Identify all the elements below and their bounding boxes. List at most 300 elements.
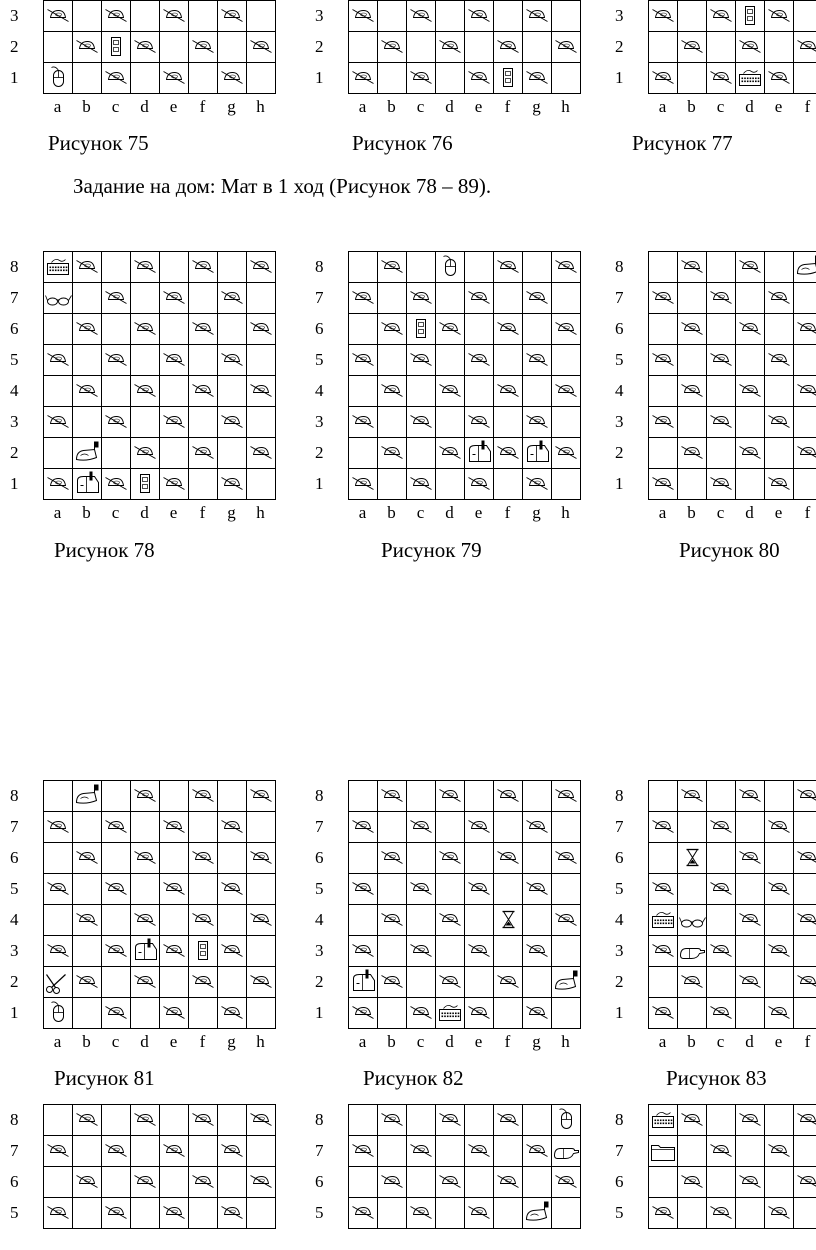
board-square	[494, 936, 523, 967]
board-square	[407, 843, 436, 874]
rank-label: 1	[10, 1003, 19, 1022]
board-square	[160, 1167, 189, 1198]
board-square	[765, 1, 794, 32]
board-square	[102, 438, 131, 469]
rank-label: 1	[10, 68, 19, 87]
board-square	[218, 252, 247, 283]
board-square	[552, 905, 581, 936]
rank-label: 2	[315, 37, 324, 56]
board-square	[44, 314, 73, 345]
board-square	[436, 469, 465, 500]
board-square	[44, 1105, 73, 1136]
board-square	[494, 345, 523, 376]
board-square	[73, 1167, 102, 1198]
board-square	[707, 781, 736, 812]
file-label: e	[169, 97, 178, 116]
board-square	[552, 345, 581, 376]
board-square	[494, 1198, 523, 1229]
board-square	[523, 438, 552, 469]
file-label: g	[532, 503, 541, 522]
board-square	[102, 1136, 131, 1167]
board-square	[707, 469, 736, 500]
board-square	[160, 469, 189, 500]
rank-label: 6	[315, 848, 324, 867]
rank-label: 2	[615, 972, 624, 991]
board-square	[247, 905, 276, 936]
board-square	[102, 936, 131, 967]
board-square	[247, 1105, 276, 1136]
board-square	[736, 32, 765, 63]
board-square	[407, 874, 436, 905]
board-square	[678, 1, 707, 32]
board-square	[247, 874, 276, 905]
file-label: f	[504, 97, 511, 116]
rank-label: 2	[615, 37, 624, 56]
board-square	[523, 283, 552, 314]
board-square	[131, 438, 160, 469]
file-label: f	[199, 97, 206, 116]
file-label: a	[53, 1032, 62, 1051]
board-square	[465, 345, 494, 376]
board-square	[465, 376, 494, 407]
board-square	[649, 812, 678, 843]
board-square	[794, 1, 816, 32]
board-square	[523, 1105, 552, 1136]
board-square	[378, 812, 407, 843]
rank-label: 1	[315, 68, 324, 87]
rank-label: 4	[10, 910, 19, 929]
board-square	[649, 283, 678, 314]
board-square	[247, 967, 276, 998]
file-label: e	[169, 1032, 178, 1051]
board-square	[523, 998, 552, 1029]
board-square	[552, 1105, 581, 1136]
board-square	[189, 1, 218, 32]
board-square	[44, 1, 73, 32]
board-square	[494, 314, 523, 345]
board-square	[649, 781, 678, 812]
file-label: b	[82, 1032, 91, 1051]
board-square	[436, 1136, 465, 1167]
board-square	[678, 1198, 707, 1229]
board-square	[765, 781, 794, 812]
board-square	[794, 345, 816, 376]
board-square	[407, 1, 436, 32]
board-square	[131, 32, 160, 63]
file-label: c	[716, 503, 725, 522]
board-square	[794, 252, 816, 283]
board-square	[794, 376, 816, 407]
rank-label: 6	[315, 319, 324, 338]
file-label: e	[474, 503, 483, 522]
board-square	[131, 936, 160, 967]
board-square	[494, 1167, 523, 1198]
board-square	[736, 874, 765, 905]
file-labels	[348, 1032, 580, 1052]
file-label: a	[358, 503, 367, 522]
board-square	[436, 314, 465, 345]
board-square	[44, 967, 73, 998]
board-square	[707, 905, 736, 936]
board-square	[707, 32, 736, 63]
board-square	[765, 407, 794, 438]
file-label: e	[774, 97, 783, 116]
board-square	[218, 438, 247, 469]
board-square	[765, 998, 794, 1029]
board-square	[649, 345, 678, 376]
board-square	[349, 252, 378, 283]
board-square	[494, 781, 523, 812]
board-square	[736, 1105, 765, 1136]
board-square	[707, 1167, 736, 1198]
board-square	[44, 283, 73, 314]
board-square	[436, 1198, 465, 1229]
board-square	[436, 376, 465, 407]
board-square	[73, 812, 102, 843]
chess-board	[348, 0, 581, 94]
board-square	[794, 1167, 816, 1198]
board-square	[494, 905, 523, 936]
file-label: f	[804, 97, 811, 116]
board-square	[349, 376, 378, 407]
board-square	[794, 781, 816, 812]
board-square	[349, 874, 378, 905]
board-square	[102, 781, 131, 812]
board-square	[494, 407, 523, 438]
board-square	[649, 874, 678, 905]
board-square	[247, 283, 276, 314]
board-square	[160, 1, 189, 32]
board-square	[765, 874, 794, 905]
board-square	[44, 1136, 73, 1167]
rank-label: 6	[315, 1172, 324, 1191]
board-square	[552, 1167, 581, 1198]
board-square	[218, 967, 247, 998]
board-square	[349, 1136, 378, 1167]
board-square	[189, 843, 218, 874]
board-square	[523, 1136, 552, 1167]
board-square	[494, 874, 523, 905]
board-square	[247, 843, 276, 874]
board-square	[707, 874, 736, 905]
board-square	[552, 252, 581, 283]
board-square	[494, 1105, 523, 1136]
floppy-disk-icon	[112, 38, 121, 56]
board-square	[407, 376, 436, 407]
figure-caption: Рисунок 77	[632, 131, 733, 155]
board-square	[102, 32, 131, 63]
board-square	[44, 1167, 73, 1198]
board-square	[436, 345, 465, 376]
board-square	[523, 781, 552, 812]
board-square	[378, 314, 407, 345]
rank-label: 8	[315, 257, 324, 276]
board-square	[349, 314, 378, 345]
rank-label: 6	[615, 848, 624, 867]
board-square	[765, 345, 794, 376]
board-square	[707, 967, 736, 998]
board-square	[131, 967, 160, 998]
board-square	[407, 781, 436, 812]
board-square	[131, 63, 160, 94]
floppy-disk-icon	[199, 942, 208, 960]
board-square	[407, 812, 436, 843]
board-square	[494, 812, 523, 843]
board-square	[436, 967, 465, 998]
board-square	[707, 407, 736, 438]
board-square	[160, 781, 189, 812]
board-square	[247, 407, 276, 438]
file-label: c	[111, 503, 120, 522]
board-square	[102, 252, 131, 283]
board-square	[794, 438, 816, 469]
board-square	[378, 874, 407, 905]
file-label: b	[387, 503, 396, 522]
board-square	[465, 438, 494, 469]
board-square	[465, 1105, 494, 1136]
board-square	[523, 905, 552, 936]
board-square	[436, 438, 465, 469]
folder-icon	[652, 1146, 675, 1161]
rank-label: 4	[10, 381, 19, 400]
rank-label: 7	[10, 1141, 19, 1160]
rank-label: 3	[615, 941, 624, 960]
board-square	[218, 874, 247, 905]
file-label: a	[358, 1032, 367, 1051]
board-square	[247, 314, 276, 345]
board-square	[349, 32, 378, 63]
rank-label: 3	[10, 941, 19, 960]
board-square	[765, 905, 794, 936]
board-square	[160, 998, 189, 1029]
file-label: d	[140, 503, 149, 522]
board-square	[736, 998, 765, 1029]
file-labels	[348, 503, 580, 523]
board-square	[407, 407, 436, 438]
board-square	[189, 1105, 218, 1136]
rank-label: 5	[10, 879, 19, 898]
rank-label: 6	[10, 848, 19, 867]
board-square	[189, 345, 218, 376]
board-square	[44, 252, 73, 283]
rank-label: 4	[615, 910, 624, 929]
rank-label: 4	[615, 381, 624, 400]
board-square	[552, 843, 581, 874]
file-label: c	[111, 97, 120, 116]
board-square	[160, 1136, 189, 1167]
board-square	[649, 1167, 678, 1198]
board-square	[494, 438, 523, 469]
board-square	[160, 283, 189, 314]
board-square	[678, 283, 707, 314]
rank-label: 2	[10, 37, 19, 56]
board-square	[649, 936, 678, 967]
rank-label: 5	[315, 879, 324, 898]
board-square	[218, 407, 247, 438]
rank-label: 8	[315, 786, 324, 805]
board-square	[794, 874, 816, 905]
board-square	[649, 438, 678, 469]
board-square	[465, 781, 494, 812]
board-square	[494, 469, 523, 500]
file-label: d	[445, 1032, 454, 1051]
chess-board	[648, 0, 816, 94]
board-square	[349, 63, 378, 94]
board-square	[102, 1167, 131, 1198]
board-square	[247, 469, 276, 500]
board-square	[349, 812, 378, 843]
board-square	[73, 252, 102, 283]
chess-board	[43, 251, 276, 500]
board-square	[349, 1105, 378, 1136]
rank-label: 7	[315, 1141, 324, 1160]
file-label: c	[416, 1032, 425, 1051]
board-square	[131, 905, 160, 936]
board-square	[523, 314, 552, 345]
board-square	[378, 252, 407, 283]
board-square	[523, 252, 552, 283]
rank-label: 6	[10, 319, 19, 338]
board-square	[407, 63, 436, 94]
chess-board	[43, 780, 276, 1029]
rank-label: 8	[315, 1110, 324, 1129]
board-square	[649, 32, 678, 63]
board-square	[523, 1167, 552, 1198]
figure-caption: Рисунок 75	[48, 131, 149, 155]
board-square	[131, 314, 160, 345]
board-square	[678, 345, 707, 376]
board-square	[736, 1167, 765, 1198]
board-square	[160, 376, 189, 407]
board-square	[523, 812, 552, 843]
board-square	[494, 843, 523, 874]
board-square	[131, 469, 160, 500]
board-square	[160, 345, 189, 376]
board-square	[707, 314, 736, 345]
figure-caption: Рисунок 80	[679, 538, 780, 562]
board-square	[649, 314, 678, 345]
board-square	[707, 1136, 736, 1167]
board-square	[765, 376, 794, 407]
rank-label: 2	[615, 443, 624, 462]
board-square	[218, 812, 247, 843]
board-square	[378, 998, 407, 1029]
board-square	[707, 1, 736, 32]
board-square	[44, 32, 73, 63]
file-label: b	[687, 97, 696, 116]
board-square	[523, 32, 552, 63]
board-square	[131, 345, 160, 376]
board-square	[407, 438, 436, 469]
board-square	[678, 32, 707, 63]
rank-label: 7	[615, 288, 624, 307]
board-square	[552, 936, 581, 967]
board-square	[218, 936, 247, 967]
board-square	[73, 376, 102, 407]
board-square	[736, 314, 765, 345]
rank-label: 7	[615, 1141, 624, 1160]
board-square	[765, 438, 794, 469]
board-square	[494, 252, 523, 283]
board-square	[349, 998, 378, 1029]
board-square	[189, 407, 218, 438]
board-square	[131, 252, 160, 283]
board-square	[378, 345, 407, 376]
board-square	[678, 376, 707, 407]
board-square	[523, 1, 552, 32]
board-square	[649, 63, 678, 94]
file-label: d	[745, 503, 754, 522]
board-square	[218, 998, 247, 1029]
board-square	[160, 905, 189, 936]
rank-label: 8	[10, 257, 19, 276]
board-square	[44, 905, 73, 936]
board-square	[436, 843, 465, 874]
chess-board	[348, 1104, 581, 1229]
rank-label: 7	[10, 817, 19, 836]
board-square	[247, 1, 276, 32]
board-square	[160, 314, 189, 345]
board-square	[678, 252, 707, 283]
board-square	[465, 407, 494, 438]
board-square	[465, 63, 494, 94]
board-square	[218, 1, 247, 32]
rank-label: 7	[10, 288, 19, 307]
board-square	[649, 1, 678, 32]
board-square	[407, 1136, 436, 1167]
file-label: d	[445, 503, 454, 522]
board-square	[736, 63, 765, 94]
board-square	[736, 812, 765, 843]
board-square	[465, 998, 494, 1029]
board-square	[552, 874, 581, 905]
board-square	[378, 63, 407, 94]
board-square	[218, 63, 247, 94]
board-square	[73, 936, 102, 967]
board-square	[102, 967, 131, 998]
file-label: d	[445, 97, 454, 116]
board-square	[736, 905, 765, 936]
board-square	[436, 1105, 465, 1136]
board-square	[407, 469, 436, 500]
board-square	[378, 469, 407, 500]
board-square	[218, 376, 247, 407]
board-square	[407, 936, 436, 967]
file-label: f	[504, 1032, 511, 1051]
file-label: e	[774, 1032, 783, 1051]
board-square	[678, 998, 707, 1029]
board-square	[765, 812, 794, 843]
board-square	[73, 469, 102, 500]
board-square	[794, 967, 816, 998]
board-square	[765, 252, 794, 283]
board-square	[794, 407, 816, 438]
board-square	[794, 314, 816, 345]
file-label: h	[256, 1032, 265, 1051]
board-square	[131, 283, 160, 314]
board-square	[102, 1198, 131, 1229]
board-square	[160, 843, 189, 874]
board-square	[736, 345, 765, 376]
board-square	[707, 345, 736, 376]
file-label: c	[416, 503, 425, 522]
board-square	[247, 252, 276, 283]
rank-label: 5	[615, 1203, 624, 1222]
board-square	[794, 905, 816, 936]
board-square	[218, 1105, 247, 1136]
board-square	[378, 407, 407, 438]
board-square	[218, 1167, 247, 1198]
